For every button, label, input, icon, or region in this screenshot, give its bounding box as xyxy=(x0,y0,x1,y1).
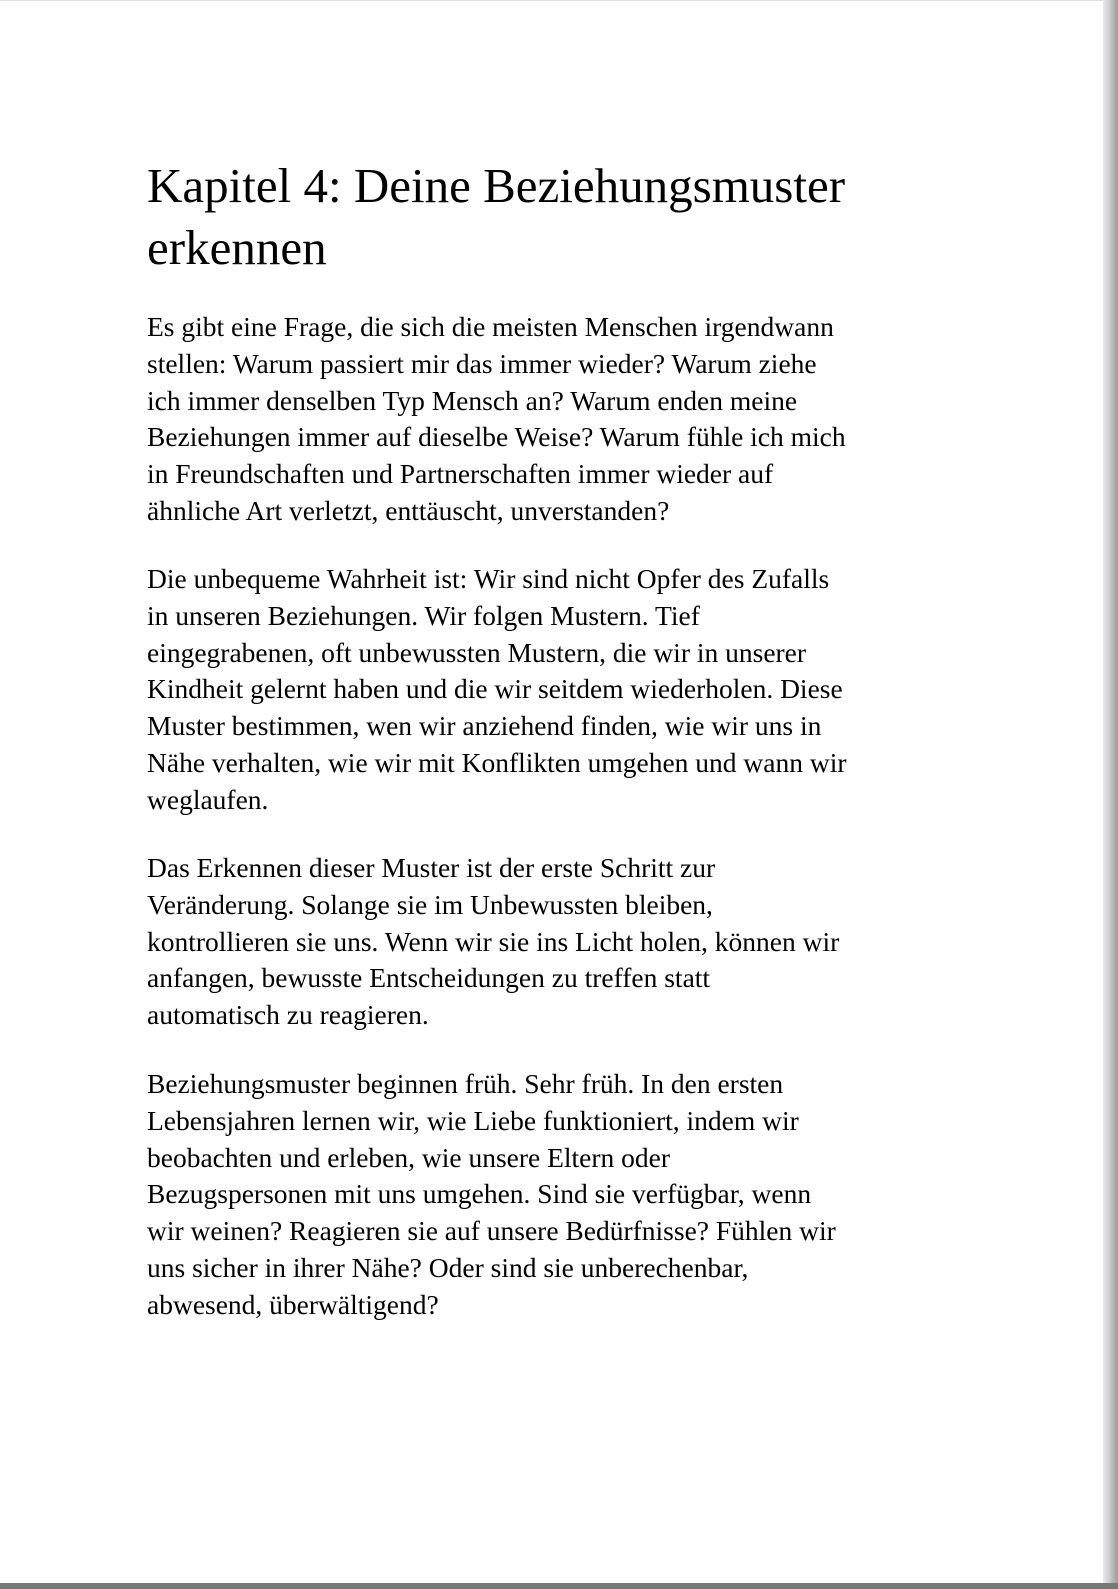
text-line: Nähe verhalten, wie wir mit Konflikten umgehen und wann wir xyxy=(147,746,847,778)
text-line: Lebensjahren lernen wir, wie Liebe funktioniert, indem wir xyxy=(147,1104,799,1136)
text-line: ich immer denselben Typ Mensch an? Warum enden meine xyxy=(147,384,798,416)
text-line: uns sicher in ihrer Nähe? Oder sind sie unberechenbar, xyxy=(147,1251,749,1283)
text-line: in Freundschaften und Partnerschaften immer wieder auf xyxy=(147,458,774,490)
text-line: kontrollieren sie uns. Wenn wir sie ins Licht holen, können wir xyxy=(147,925,840,957)
text-line: in unseren Beziehungen. Wir folgen Mustern. Tief xyxy=(147,599,700,631)
text-line: wir weinen? Reagieren sie auf unsere Bedürfnisse? Fühlen wir xyxy=(147,1215,836,1247)
page-bottom-border xyxy=(0,1583,1118,1589)
title-line: Kapitel 4: Deine Beziehungsmuster xyxy=(147,158,846,213)
chapter-title xyxy=(147,155,845,279)
text-line: weglaufen. xyxy=(147,783,269,815)
text-line: Beziehungsmuster beginnen früh. Sehr früh. In den ersten xyxy=(147,1068,784,1099)
text-line: Kindheit gelernt haben und die wir seitdem wiederholen. Diese xyxy=(147,673,843,705)
text-line: anfangen, bewusste Entscheidungen zu treffen statt xyxy=(147,962,711,994)
text-line: stellen: Warum passiert mir das immer wieder? Warum ziehe xyxy=(147,347,817,379)
text-line: Muster bestimmen, wen wir anziehend finden, wie wir uns in xyxy=(147,710,822,742)
text-line: ähnliche Art verletzt, enttäuscht, unverstanden? xyxy=(147,494,670,526)
paragraph-2 xyxy=(147,561,847,819)
text-line: Beziehungen immer auf dieselbe Weise? Warum fühle ich mich xyxy=(147,421,846,453)
paragraph-4 xyxy=(147,1066,836,1324)
text-line: Es gibt eine Frage, die sich die meisten Menschen irgendwann xyxy=(147,311,834,342)
title-line: erkennen xyxy=(147,220,327,275)
text-line: beobachten und erleben, wie unsere Eltern oder xyxy=(147,1141,671,1173)
paragraph-1 xyxy=(147,309,846,530)
text-line: automatisch zu reagieren. xyxy=(147,999,429,1031)
page-edge-shadow xyxy=(1103,0,1118,1589)
text-line: Veränderung. Solange sie im Unbewussten bleiben, xyxy=(147,888,713,920)
text-line: Bezugspersonen mit uns umgehen. Sind sie verfügbar, wenn xyxy=(147,1178,812,1210)
text-line: eingegrabenen, oft unbewussten Mustern, die wir in unserer xyxy=(147,636,807,668)
text-line: Die unbequeme Wahrheit ist: Wir sind nicht Opfer des Zufalls xyxy=(147,563,830,594)
paragraph-3 xyxy=(147,850,839,1034)
text-line: Das Erkennen dieser Muster ist der erste Schritt zur xyxy=(147,852,716,883)
text-line: abwesend, überwältigend? xyxy=(147,1288,439,1320)
